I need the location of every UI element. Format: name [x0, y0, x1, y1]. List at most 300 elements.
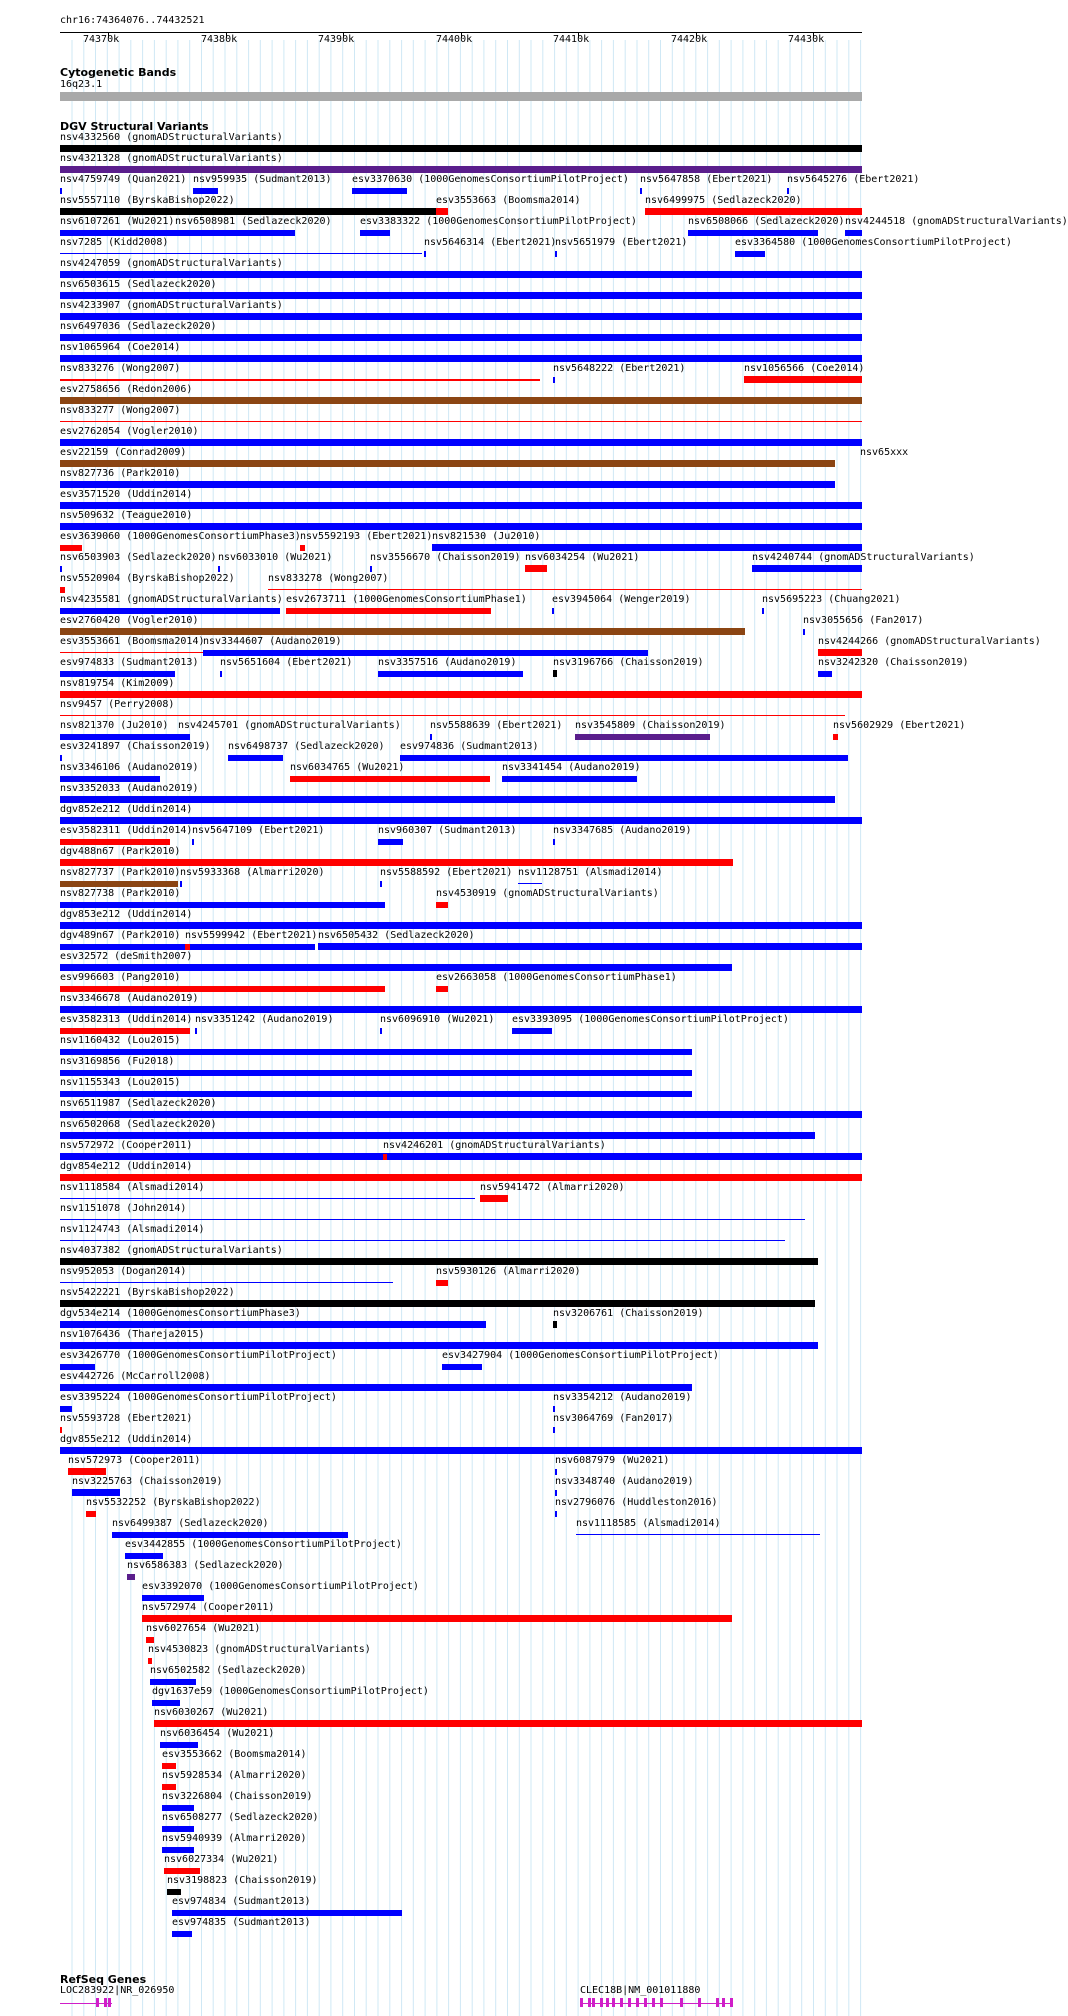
variant-label[interactable]: nsv3198823 (Chaisson2019): [167, 1875, 318, 1886]
variant-label[interactable]: nsv833277 (Wong2007): [60, 405, 181, 416]
variant-label[interactable]: nsv6511987 (Sedlazeck2020): [60, 1098, 217, 1109]
variant-label[interactable]: nsv3341454 (Audano2019): [502, 762, 641, 773]
variant-bar[interactable]: [380, 881, 382, 887]
variant-bar[interactable]: [735, 251, 765, 257]
variant-bar[interactable]: [762, 608, 764, 614]
variant-bar[interactable]: [400, 755, 848, 761]
variant-label[interactable]: nsv6586383 (Sedlazeck2020): [127, 1560, 284, 1571]
variant-bar[interactable]: [112, 1532, 348, 1538]
variant-bar[interactable]: [300, 545, 305, 551]
variant-label[interactable]: nsv5647109 (Ebert2021): [192, 825, 325, 836]
variant-label[interactable]: nsv1056566 (Coe2014): [744, 363, 865, 374]
variant-bar[interactable]: [60, 691, 862, 698]
gene-exon[interactable]: [600, 1998, 603, 2007]
variant-bar[interactable]: [290, 776, 490, 782]
variant-label[interactable]: esv3582313 (Uddin2014): [60, 1014, 193, 1025]
variant-label[interactable]: esv974836 (Sudmant2013): [400, 741, 539, 752]
variant-label[interactable]: nsv6034765 (Wu2021): [290, 762, 405, 773]
variant-label[interactable]: nsv821370 (Ju2010): [60, 720, 169, 731]
variant-bar[interactable]: [480, 1195, 508, 1202]
variant-bar[interactable]: [552, 608, 554, 614]
variant-bar[interactable]: [172, 1910, 402, 1916]
variant-label[interactable]: esv3364580 (1000GenomesConsortiumPilotProject): [735, 237, 1012, 248]
variant-label[interactable]: esv996603 (Pang2010): [60, 972, 181, 983]
variant-label[interactable]: nsv3352033 (Audano2019): [60, 783, 199, 794]
variant-bar[interactable]: [60, 188, 62, 194]
variant-bar[interactable]: [203, 650, 648, 656]
variant-bar[interactable]: [555, 251, 557, 257]
variant-label[interactable]: dgv1637e59 (1000GenomesConsortiumPilotProject): [152, 1686, 429, 1697]
variant-bar[interactable]: [744, 376, 862, 383]
variant-label[interactable]: nsv6034254 (Wu2021): [525, 552, 640, 563]
variant-label[interactable]: nsv4235581 (gnomADStructuralVariants): [60, 594, 283, 605]
variant-label[interactable]: esv3427904 (1000GenomesConsortiumPilotProject): [442, 1350, 719, 1361]
variant-bar[interactable]: [60, 1006, 862, 1013]
variant-label[interactable]: esv974834 (Sudmant2013): [172, 1896, 311, 1907]
variant-label[interactable]: nsv827737 (Park2010): [60, 867, 181, 878]
variant-bar[interactable]: [60, 253, 422, 254]
variant-label[interactable]: nsv6499387 (Sedlazeck2020): [112, 1518, 269, 1529]
variant-label[interactable]: esv2762054 (Vogler2010): [60, 426, 199, 437]
variant-label[interactable]: nsv5695223 (Chuang2021): [762, 594, 901, 605]
variant-bar[interactable]: [818, 671, 832, 677]
gene-exon[interactable]: [644, 1998, 647, 2007]
variant-label[interactable]: esv3383322 (1000GenomesConsortiumPilotProject): [360, 216, 637, 227]
variant-bar[interactable]: [378, 839, 403, 845]
variant-label[interactable]: nsv6030267 (Wu2021): [154, 1707, 269, 1718]
variant-bar[interactable]: [60, 1364, 95, 1370]
variant-label[interactable]: nsv827738 (Park2010): [60, 888, 181, 899]
variant-bar[interactable]: [60, 230, 190, 236]
variant-bar[interactable]: [60, 859, 733, 866]
variant-label[interactable]: nsv960307 (Sudmant2013): [378, 825, 517, 836]
variant-bar[interactable]: [60, 271, 862, 278]
variant-bar[interactable]: [172, 1931, 192, 1937]
variant-bar[interactable]: [228, 755, 283, 761]
variant-label[interactable]: nsv6087979 (Wu2021): [555, 1455, 670, 1466]
variant-label[interactable]: nsv3064769 (Fan2017): [553, 1413, 674, 1424]
variant-label[interactable]: nsv5422221 (ByrskaBishop2022): [60, 1287, 235, 1298]
variant-label[interactable]: esv3393095 (1000GenomesConsortiumPilotProject): [512, 1014, 789, 1025]
variant-bar[interactable]: [60, 379, 540, 381]
variant-bar[interactable]: [72, 1489, 120, 1496]
variant-label[interactable]: nsv4244266 (gnomADStructuralVariants): [818, 636, 1041, 647]
variant-label[interactable]: nsv6503903 (Sedlazeck2020): [60, 552, 217, 563]
variant-bar[interactable]: [60, 1300, 815, 1307]
variant-bar[interactable]: [640, 188, 642, 194]
variant-bar[interactable]: [360, 230, 390, 236]
variant-label[interactable]: nsv1151078 (John2014): [60, 1203, 187, 1214]
variant-label[interactable]: nsv5648222 (Ebert2021): [553, 363, 686, 374]
variant-label[interactable]: nsv5933368 (Almarri2020): [180, 867, 325, 878]
variant-label[interactable]: nsv5592193 (Ebert2021): [300, 531, 433, 542]
variant-bar[interactable]: [162, 1805, 194, 1811]
variant-label[interactable]: esv3945064 (Wenger2019): [552, 594, 691, 605]
variant-label[interactable]: nsv3354212 (Audano2019): [553, 1392, 692, 1403]
variant-bar[interactable]: [352, 188, 407, 194]
variant-bar[interactable]: [60, 166, 862, 173]
variant-bar[interactable]: [167, 1889, 181, 1895]
variant-bar[interactable]: [845, 230, 862, 236]
variant-label[interactable]: nsv4240744 (gnomADStructuralVariants): [752, 552, 975, 563]
variant-label[interactable]: esv974835 (Sudmant2013): [172, 1917, 311, 1928]
variant-bar[interactable]: [60, 523, 862, 530]
variant-label[interactable]: nsv5588639 (Ebert2021): [430, 720, 563, 731]
variant-bar[interactable]: [160, 1742, 198, 1748]
variant-bar[interactable]: [60, 481, 835, 488]
variant-bar[interactable]: [436, 902, 448, 908]
variant-bar[interactable]: [60, 1219, 805, 1220]
variant-bar[interactable]: [86, 1511, 96, 1517]
variant-label[interactable]: nsv6498737 (Sedlazeck2020): [228, 741, 385, 752]
variant-bar[interactable]: [553, 1321, 557, 1328]
gene-exon[interactable]: [108, 1998, 111, 2007]
variant-label[interactable]: nsv827736 (Park2010): [60, 468, 181, 479]
variant-label[interactable]: esv3553662 (Boomsma2014): [162, 1749, 307, 1760]
variant-label[interactable]: nsv6497036 (Sedlazeck2020): [60, 321, 217, 332]
variant-bar[interactable]: [436, 208, 448, 215]
variant-label[interactable]: esv2758656 (Redon2006): [60, 384, 193, 395]
variant-label[interactable]: nsv6107261 (Wu2021): [60, 216, 175, 227]
variant-label[interactable]: nsv5532252 (ByrskaBishop2022): [86, 1497, 261, 1508]
gene-exon[interactable]: [104, 1998, 107, 2007]
variant-bar[interactable]: [60, 355, 862, 362]
variant-label[interactable]: nsv3556670 (Chaisson2019): [370, 552, 521, 563]
variant-label[interactable]: nsv5520904 (ByrskaBishop2022): [60, 573, 235, 584]
variant-label[interactable]: nsv6036454 (Wu2021): [160, 1728, 275, 1739]
variant-bar[interactable]: [60, 1321, 486, 1328]
variant-bar[interactable]: [378, 671, 523, 677]
variant-label[interactable]: nsv1118585 (Alsmadi2014): [576, 1518, 721, 1529]
gene-exon[interactable]: [680, 1998, 683, 2007]
variant-bar[interactable]: [162, 1763, 176, 1769]
variant-bar[interactable]: [60, 208, 440, 215]
variant-bar[interactable]: [175, 230, 295, 236]
variant-bar[interactable]: [154, 1720, 862, 1727]
variant-label[interactable]: nsv5588592 (Ebert2021): [380, 867, 513, 878]
variant-label[interactable]: nsv1065964 (Coe2014): [60, 342, 181, 353]
variant-bar[interactable]: [146, 1637, 154, 1643]
variant-label[interactable]: nsv5593728 (Ebert2021): [60, 1413, 193, 1424]
variant-bar[interactable]: [60, 1028, 190, 1034]
variant-label[interactable]: nsv3196766 (Chaisson2019): [553, 657, 704, 668]
variant-bar[interactable]: [162, 1826, 194, 1832]
variant-bar[interactable]: [432, 544, 862, 551]
variant-label[interactable]: esv3392070 (1000GenomesConsortiumPilotProject): [142, 1581, 419, 1592]
variant-bar[interactable]: [60, 817, 862, 824]
variant-bar[interactable]: [575, 734, 710, 740]
variant-bar[interactable]: [60, 1111, 862, 1118]
variant-label[interactable]: nsv3226804 (Chaisson2019): [162, 1791, 313, 1802]
variant-label[interactable]: nsv5941472 (Almarri2020): [480, 1182, 625, 1193]
variant-label[interactable]: nsv6508277 (Sedlazeck2020): [162, 1812, 319, 1823]
variant-label[interactable]: esv974833 (Sudmant2013): [60, 657, 199, 668]
variant-label[interactable]: nsv4247059 (gnomADStructuralVariants): [60, 258, 283, 269]
variant-label[interactable]: esv32572 (deSmith2007): [60, 951, 193, 962]
variant-label[interactable]: nsv3346678 (Audano2019): [60, 993, 199, 1004]
variant-bar[interactable]: [380, 1028, 382, 1034]
variant-label[interactable]: dgv855e212 (Uddin2014): [60, 1434, 193, 1445]
variant-bar[interactable]: [555, 1469, 557, 1475]
variant-label[interactable]: nsv959935 (Sudmant2013): [193, 174, 332, 185]
variant-label[interactable]: esv3241897 (Chaisson2019): [60, 741, 211, 752]
variant-label[interactable]: nsv4244518 (gnomADStructuralVariants): [845, 216, 1068, 227]
variant-label[interactable]: nsv572974 (Cooper2011): [142, 1602, 275, 1613]
variant-label[interactable]: esv3553663 (Boomsma2014): [436, 195, 581, 206]
variant-label[interactable]: nsv5646314 (Ebert2021): [424, 237, 557, 248]
variant-bar[interactable]: [787, 188, 789, 194]
variant-label[interactable]: nsv5557110 (ByrskaBishop2022): [60, 195, 235, 206]
variant-label[interactable]: nsv4332560 (gnomADStructuralVariants): [60, 132, 283, 143]
variant-label[interactable]: nsv3206761 (Chaisson2019): [553, 1308, 704, 1319]
gene-label-loc283922[interactable]: LOC283922|NR_026950: [60, 1985, 175, 1996]
variant-label[interactable]: nsv5651604 (Ebert2021): [220, 657, 353, 668]
gene-exon[interactable]: [96, 1998, 99, 2007]
variant-bar[interactable]: [555, 1511, 557, 1517]
variant-bar[interactable]: [60, 1132, 815, 1139]
variant-bar[interactable]: [60, 292, 862, 299]
gene-exon[interactable]: [716, 1998, 719, 2007]
variant-label[interactable]: nsv1160432 (Lou2015): [60, 1035, 181, 1046]
gene-exon[interactable]: [580, 1998, 583, 2007]
variant-label[interactable]: nsv5599942 (Ebert2021): [185, 930, 318, 941]
variant-label[interactable]: nsv1124743 (Alsmadi2014): [60, 1224, 205, 1235]
variant-label[interactable]: nsv572973 (Cooper2011): [68, 1455, 201, 1466]
variant-bar[interactable]: [60, 755, 62, 761]
variant-label[interactable]: nsv833278 (Wong2007): [268, 573, 389, 584]
variant-bar[interactable]: [268, 589, 862, 590]
variant-bar[interactable]: [576, 1534, 820, 1535]
variant-bar[interactable]: [60, 628, 745, 635]
variant-bar[interactable]: [60, 986, 385, 992]
variant-label[interactable]: nsv6503615 (Sedlazeck2020): [60, 279, 217, 290]
variant-label[interactable]: nsv819754 (Kim2009): [60, 678, 175, 689]
variant-bar[interactable]: [833, 734, 838, 740]
gene-exon[interactable]: [660, 1998, 663, 2007]
gene-exon[interactable]: [652, 1998, 655, 2007]
variant-bar[interactable]: [553, 1427, 555, 1433]
gene-exon[interactable]: [606, 1998, 609, 2007]
variant-bar[interactable]: [195, 1028, 197, 1034]
variant-label[interactable]: nsv5645276 (Ebert2021): [787, 174, 920, 185]
variant-bar[interactable]: [518, 883, 542, 884]
variant-label[interactable]: nsv5651979 (Ebert2021): [555, 237, 688, 248]
variant-bar[interactable]: [60, 1384, 692, 1391]
variant-bar[interactable]: [803, 629, 805, 635]
variant-bar[interactable]: [60, 1070, 692, 1076]
variant-label[interactable]: nsv5930126 (Almarri2020): [436, 1266, 581, 1277]
variant-bar[interactable]: [60, 608, 280, 614]
variant-label[interactable]: nsv7285 (Kidd2008): [60, 237, 169, 248]
variant-label[interactable]: dgv488n67 (Park2010): [60, 846, 181, 857]
variant-label[interactable]: nsv833276 (Wong2007): [60, 363, 181, 374]
variant-bar[interactable]: [220, 671, 222, 677]
variant-bar[interactable]: [60, 1258, 818, 1265]
variant-bar[interactable]: [60, 839, 170, 845]
variant-bar[interactable]: [555, 1490, 557, 1496]
variant-label[interactable]: nsv3545809 (Chaisson2019): [575, 720, 726, 731]
variant-bar[interactable]: [553, 839, 555, 845]
variant-label[interactable]: nsv5647858 (Ebert2021): [640, 174, 773, 185]
variant-bar[interactable]: [60, 545, 82, 551]
variant-bar[interactable]: [60, 1406, 72, 1412]
variant-label[interactable]: nsv6027334 (Wu2021): [164, 1854, 279, 1865]
variant-bar[interactable]: [60, 902, 385, 908]
variant-label[interactable]: esv2663058 (1000GenomesConsortiumPhase1): [436, 972, 677, 983]
variant-label[interactable]: nsv4759749 (Quan2021): [60, 174, 187, 185]
variant-bar[interactable]: [370, 566, 372, 572]
gene-exon[interactable]: [730, 1998, 733, 2007]
variant-bar[interactable]: [60, 1198, 475, 1199]
variant-bar[interactable]: [162, 1847, 194, 1853]
variant-bar[interactable]: [318, 943, 862, 950]
gene-exon[interactable]: [636, 1998, 639, 2007]
variant-bar[interactable]: [192, 839, 194, 845]
variant-label[interactable]: nsv3348740 (Audano2019): [555, 1476, 694, 1487]
variant-bar[interactable]: [60, 881, 178, 887]
gene-exon[interactable]: [592, 1998, 595, 2007]
variant-label[interactable]: nsv1155343 (Lou2015): [60, 1077, 181, 1088]
variant-label[interactable]: esv2673711 (1000GenomesConsortiumPhase1): [286, 594, 527, 605]
gene-exon[interactable]: [628, 1998, 631, 2007]
variant-label[interactable]: nsv4530823 (gnomADStructuralVariants): [148, 1644, 371, 1655]
variant-bar[interactable]: [185, 944, 190, 950]
variant-label[interactable]: nsv3344607 (Audano2019): [203, 636, 342, 647]
variant-label[interactable]: dgv853e212 (Uddin2014): [60, 909, 193, 920]
variant-bar[interactable]: [193, 188, 218, 194]
variant-bar[interactable]: [424, 251, 426, 257]
variant-label[interactable]: esv3571520 (Uddin2014): [60, 489, 193, 500]
variant-label[interactable]: nsv6096910 (Wu2021): [380, 1014, 495, 1025]
variant-label[interactable]: nsv6027654 (Wu2021): [146, 1623, 261, 1634]
variant-bar[interactable]: [436, 1280, 448, 1286]
variant-bar[interactable]: [60, 334, 862, 341]
variant-bar[interactable]: [645, 208, 862, 215]
gene-exon[interactable]: [722, 1998, 725, 2007]
variant-bar[interactable]: [127, 1574, 135, 1580]
variant-bar[interactable]: [60, 796, 835, 803]
variant-label[interactable]: nsv1118584 (Alsmadi2014): [60, 1182, 205, 1193]
variant-label[interactable]: nsv3169856 (Fu2018): [60, 1056, 175, 1067]
variant-label[interactable]: nsv6505432 (Sedlazeck2020): [318, 930, 475, 941]
variant-bar[interactable]: [512, 1028, 552, 1034]
variant-bar[interactable]: [60, 1240, 785, 1241]
variant-bar[interactable]: [525, 565, 547, 572]
gene-exon[interactable]: [588, 1998, 591, 2007]
variant-label[interactable]: nsv4321328 (gnomADStructuralVariants): [60, 153, 283, 164]
variant-bar[interactable]: [286, 608, 491, 614]
variant-bar[interactable]: [502, 776, 637, 782]
variant-bar[interactable]: [688, 230, 818, 236]
variant-bar[interactable]: [152, 1700, 180, 1706]
variant-bar[interactable]: [60, 439, 862, 446]
variant-bar[interactable]: [125, 1553, 163, 1559]
variant-bar[interactable]: [218, 566, 220, 572]
variant-bar[interactable]: [60, 566, 62, 572]
variant-bar[interactable]: [60, 734, 190, 740]
variant-label[interactable]: nsv4037382 (gnomADStructuralVariants): [60, 1245, 283, 1256]
variant-bar[interactable]: [60, 652, 205, 653]
variant-label[interactable]: nsv5602929 (Ebert2021): [833, 720, 966, 731]
variant-bar[interactable]: [60, 671, 175, 677]
variant-bar[interactable]: [148, 1658, 152, 1664]
variant-label[interactable]: nsv821530 (Ju2010): [432, 531, 541, 542]
variant-bar[interactable]: [383, 1154, 387, 1160]
variant-bar[interactable]: [68, 1468, 106, 1475]
variant-label[interactable]: nsv3055656 (Fan2017): [803, 615, 924, 626]
variant-bar[interactable]: [553, 377, 555, 383]
variant-bar[interactable]: [442, 1364, 482, 1370]
variant-bar[interactable]: [60, 1342, 818, 1349]
variant-label[interactable]: nsv4246201 (gnomADStructuralVariants): [383, 1140, 606, 1151]
variant-label[interactable]: nsv6508981 (Sedlazeck2020): [175, 216, 332, 227]
variant-label[interactable]: nsv3357516 (Audano2019): [378, 657, 517, 668]
variant-bar[interactable]: [60, 502, 862, 509]
variant-bar[interactable]: [60, 776, 160, 782]
variant-label[interactable]: nsv4233907 (gnomADStructuralVariants): [60, 300, 283, 311]
variant-bar[interactable]: [60, 145, 862, 152]
variant-label[interactable]: dgv534e214 (1000GenomesConsortiumPhase3): [60, 1308, 301, 1319]
gene-exon[interactable]: [620, 1998, 623, 2007]
variant-label[interactable]: nsv1128751 (Alsmadi2014): [518, 867, 663, 878]
variant-label[interactable]: nsv4245701 (gnomADStructuralVariants): [178, 720, 401, 731]
variant-bar[interactable]: [60, 1049, 692, 1055]
variant-bar[interactable]: [142, 1595, 204, 1601]
variant-label[interactable]: nsv3242320 (Chaisson2019): [818, 657, 969, 668]
variant-bar[interactable]: [60, 1427, 62, 1433]
variant-label[interactable]: esv3639060 (1000GenomesConsortiumPhase3): [60, 531, 301, 542]
variant-label[interactable]: dgv854e212 (Uddin2014): [60, 1161, 193, 1172]
variant-label[interactable]: nsv509632 (Teague2010): [60, 510, 193, 521]
variant-label[interactable]: dgv852e212 (Uddin2014): [60, 804, 193, 815]
variant-bar[interactable]: [553, 670, 557, 677]
variant-label[interactable]: dgv489n67 (Park2010): [60, 930, 181, 941]
variant-label[interactable]: esv3582311 (Uddin2014): [60, 825, 193, 836]
variant-label[interactable]: esv22159 (Conrad2009): [60, 447, 187, 458]
variant-bar[interactable]: [818, 649, 862, 656]
variant-label[interactable]: nsv3225763 (Chaisson2019): [72, 1476, 223, 1487]
variant-label[interactable]: nsv952053 (Dogan2014): [60, 1266, 187, 1277]
variant-label[interactable]: nsv9457 (Perry2008): [60, 699, 175, 710]
variant-bar[interactable]: [60, 1282, 393, 1283]
variant-bar[interactable]: [436, 986, 448, 992]
variant-bar[interactable]: [180, 881, 182, 887]
cytoband-bar[interactable]: [60, 92, 862, 101]
variant-label[interactable]: nsv5940939 (Almarri2020): [162, 1833, 307, 1844]
variant-bar[interactable]: [752, 565, 862, 572]
variant-bar[interactable]: [178, 734, 180, 740]
variant-bar[interactable]: [142, 1615, 732, 1622]
variant-bar[interactable]: [553, 1406, 555, 1412]
variant-label[interactable]: nsv6502068 (Sedlazeck2020): [60, 1119, 217, 1130]
variant-bar[interactable]: [60, 964, 732, 971]
variant-bar[interactable]: [60, 1174, 862, 1181]
variant-bar[interactable]: [60, 421, 862, 422]
variant-label[interactable]: esv442726 (McCarroll2008): [60, 1371, 211, 1382]
variant-label[interactable]: esv3442855 (1000GenomesConsortiumPilotProject): [125, 1539, 402, 1550]
variant-label[interactable]: nsv6499975 (Sedlazeck2020): [645, 195, 802, 206]
variant-label[interactable]: nsv6508066 (Sedlazeck2020): [688, 216, 845, 227]
variant-label[interactable]: nsv6033010 (Wu2021): [218, 552, 333, 563]
variant-bar[interactable]: [60, 313, 862, 320]
variant-bar[interactable]: [430, 734, 432, 740]
variant-label[interactable]: nsv572972 (Cooper2011): [60, 1140, 193, 1151]
variant-bar[interactable]: [150, 1679, 196, 1685]
gene-exon[interactable]: [698, 1998, 701, 2007]
variant-label[interactable]: nsv4530919 (gnomADStructuralVariants): [436, 888, 659, 899]
variant-label[interactable]: nsv1076436 (Thareja2015): [60, 1329, 205, 1340]
variant-label[interactable]: nsv6502582 (Sedlazeck2020): [150, 1665, 307, 1676]
